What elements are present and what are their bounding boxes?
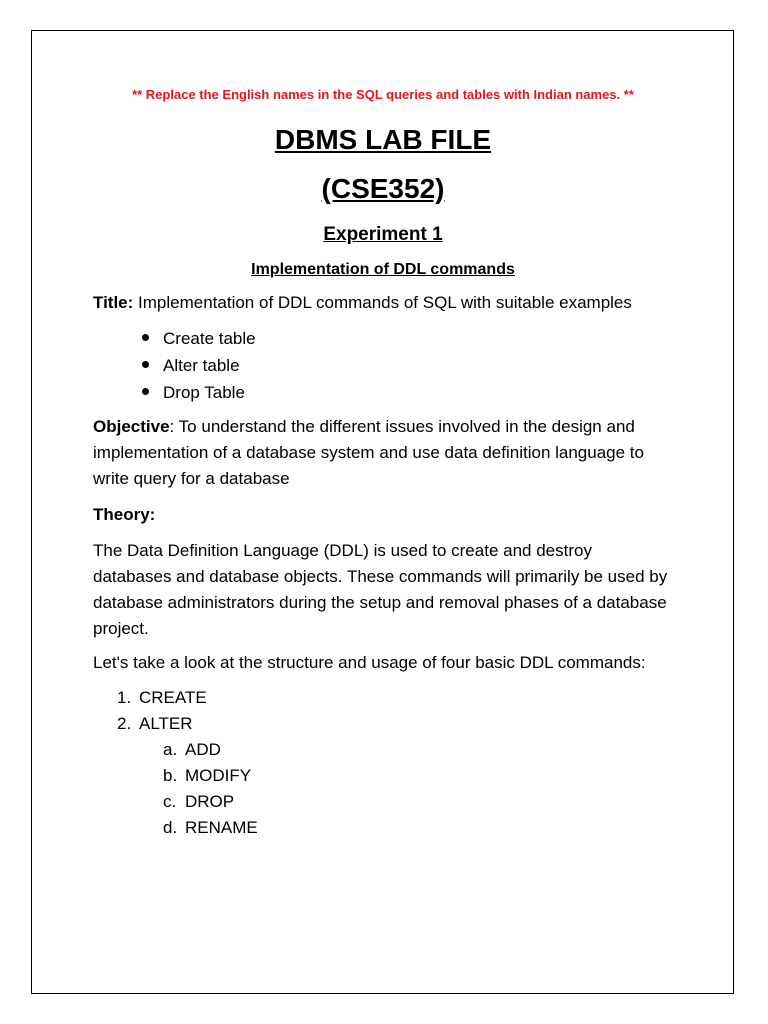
bullet-icon (142, 334, 149, 341)
list-item (93, 379, 673, 406)
ddl-command-list (93, 685, 673, 841)
list-item-label: Drop Table (163, 383, 245, 402)
notice-text: ** Replace the English names in the SQL queries and tables with Indian names. ** (132, 87, 634, 102)
list-letter: d. (163, 818, 178, 837)
list-item (139, 763, 673, 789)
list-letter: b. (163, 766, 178, 785)
experiment-subtitle: Implementation of DDL commands (251, 261, 515, 278)
title-paragraph (93, 290, 673, 316)
document-content (93, 86, 673, 841)
theory-intro: Let's take a look at the structure and usage of four basic DDL commands: (93, 653, 646, 672)
list-item (93, 352, 673, 379)
list-letter: c. (163, 792, 177, 811)
experiment-heading: Experiment 1 (323, 224, 443, 245)
list-item (93, 325, 673, 352)
title-label: Title: (93, 293, 134, 312)
theory-heading: Theory: (93, 505, 156, 524)
objective-label: Objective (93, 417, 170, 436)
theory-paragraph: The Data Definition Language (DDL) is used to create and destroy databases and database objects. These commands will primarily be used by database administrators during the setup and removal phases of a database project. (93, 541, 668, 638)
title-text: Implementation of DDL commands of SQL with suitable examples (133, 293, 632, 312)
list-item (93, 685, 673, 711)
list-item-label: ADD (185, 740, 221, 759)
list-number: 2. (117, 714, 132, 733)
list-letter: a. (163, 740, 178, 759)
objective-paragraph (93, 414, 673, 492)
list-item-label: RENAME (185, 818, 258, 837)
document-title: DBMS LAB FILE (274, 124, 492, 155)
alter-sub-list (139, 737, 673, 841)
list-item-label: Create table (163, 329, 256, 348)
list-item (139, 815, 673, 841)
list-item-label: DROP (185, 792, 235, 811)
objective-text: : To understand the different issues involved in the design and implementation of a database system and use data definition language to write query for a database (93, 417, 644, 488)
bullet-icon (142, 388, 149, 395)
list-item (139, 737, 673, 763)
ddl-bullet-list (93, 325, 673, 406)
list-item-label: MODIFY (185, 766, 252, 785)
list-item-label: CREATE (139, 688, 207, 707)
list-number: 1. (117, 688, 132, 707)
bullet-icon (142, 361, 149, 368)
list-item (93, 711, 673, 841)
course-code: (CSE352) (321, 173, 445, 204)
list-item-label: Alter table (163, 356, 240, 375)
list-item (139, 789, 673, 815)
list-item-label: ALTER (139, 714, 193, 733)
